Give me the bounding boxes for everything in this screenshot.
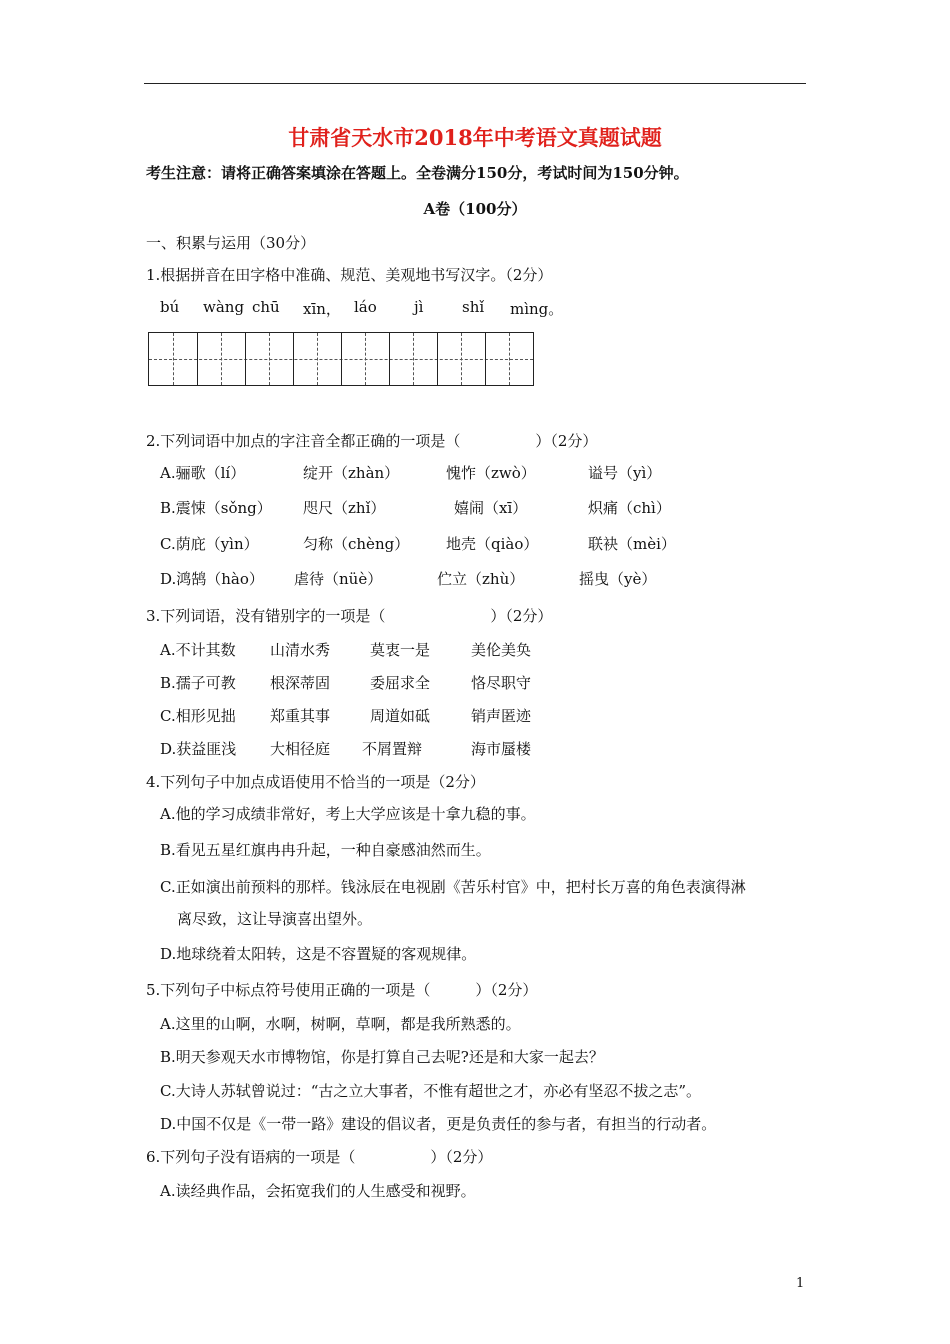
pinyin-item: shǐ [462, 298, 485, 316]
q5-option-b: B.明天参观天水市博物馆，你是打算自己去呢?还是和大家一起去？ [160, 1048, 604, 1066]
q4-option-b: B.看见五星红旗冉冉升起，一种自豪感油然而生。 [160, 841, 491, 859]
pinyin-item: mìng。 [510, 300, 564, 318]
q1-stem: 1.根据拼音在田字格中准确、规范、美观地书写汉字。（2分） [146, 266, 553, 284]
pinyin-item: jì [414, 298, 424, 316]
q5-option-a: A.这里的山啊，水啊，树啊，草啊，都是我所熟悉的。 [160, 1015, 521, 1033]
q2-option-b-2: 咫尺（zhǐ） [303, 499, 386, 517]
q3-option-a-4: 美伦美奂 [471, 641, 532, 659]
q3-option-a-2: 山清水秀 [270, 641, 331, 659]
q6-option-a: A.读经典作品，会拓宽我们的人生感受和视野。 [160, 1182, 476, 1200]
q2-option-d-3: 伫立（zhù） [437, 570, 525, 588]
pinyin-item: wàng [203, 298, 245, 316]
q2-option-c-1: C.荫庇（yìn） [160, 535, 259, 553]
q2-option-b-4: 炽痛（chì） [588, 499, 671, 517]
q3-option-d-3: 不屑置辩 [362, 740, 423, 758]
q2-option-d-1: D.鸿鹄（hào） [160, 570, 264, 588]
q3-option-c-3: 周道如砥 [370, 707, 431, 725]
q5-stem: 5.下列句子中标点符号使用正确的一项是（ ）（2分） [146, 981, 538, 999]
q2-option-a-3: 愧怍（zwò） [446, 464, 536, 482]
q3-option-b-3: 委屈求全 [370, 674, 431, 692]
q4-option-c-line1: C.正如演出前预料的那样。钱泳辰在电视剧《苦乐村官》中，把村长万喜的角色表演得淋 [160, 878, 746, 896]
header-rule [144, 83, 806, 84]
q2-option-a-1: A.骊歌（lí） [160, 464, 246, 482]
pinyin-item: láo [354, 298, 377, 316]
q3-option-d-1: D.获益匪浅 [160, 740, 237, 758]
q2-option-c-3: 地壳（qiào） [446, 535, 539, 553]
q3-option-a-3: 莫衷一是 [370, 641, 431, 659]
q5-option-c: C.大诗人苏轼曾说过：“古之立大事者，不惟有超世之才，亦必有坚忍不拔之志”。 [160, 1082, 702, 1100]
pinyin-item: bú [160, 298, 180, 316]
q2-option-b-1: B.震悚（sǒng） [160, 499, 272, 517]
q3-option-c-4: 销声匿迹 [471, 707, 532, 725]
q2-option-c-4: 联袂（mèi） [588, 535, 676, 553]
q3-option-b-4: 恪尽职守 [471, 674, 532, 692]
q3-option-b-1: B.孺子可教 [160, 674, 236, 692]
q2-option-a-4: 谥号（yì） [588, 464, 662, 482]
q2-stem: 2.下列词语中加点的字注音全都正确的一项是（ ）（2分） [146, 432, 598, 450]
q2-option-c-2: 匀称（chèng） [303, 535, 410, 553]
q2-option-a-2: 绽开（zhàn） [303, 464, 400, 482]
q3-option-d-4: 海市蜃楼 [471, 740, 532, 758]
q6-stem: 6.下列句子没有语病的一项是（ ）（2分） [146, 1148, 493, 1166]
pinyin-item: xīn， [303, 300, 341, 318]
q2-option-d-4: 摇曳（yè） [579, 570, 657, 588]
q3-stem: 3.下列词语，没有错别字的一项是（ ）（2分） [146, 607, 553, 625]
q3-option-c-2: 郑重其事 [270, 707, 331, 725]
volume-heading: A卷（100分） [423, 200, 527, 218]
q2-option-d-2: 虐待（nüè） [294, 570, 383, 588]
q4-stem: 4.下列句子中加点成语使用不恰当的一项是（2分） [146, 773, 485, 791]
page-title: 甘肃省天水市2018年中考语文真题试题 [288, 125, 662, 150]
q3-option-d-2: 大相径庭 [270, 740, 331, 758]
page-number: 1 [796, 1276, 805, 1291]
q2-option-b-3: 嬉闹（xī） [454, 499, 528, 517]
q4-option-a: A.他的学习成绩非常好，考上大学应该是十拿九稳的事。 [160, 805, 536, 823]
writing-grid[interactable] [148, 332, 534, 386]
section-heading: 一、积累与运用（30分） [146, 234, 316, 252]
q3-option-c-1: C.相形见拙 [160, 707, 236, 725]
pinyin-item: chū [252, 298, 280, 316]
exam-notice: 考生注意：请将正确答案填涂在答题上。全卷满分150分，考试时间为150分钟。 [146, 164, 689, 182]
q4-option-c-line2: 离尽致，这让导演喜出望外。 [177, 910, 373, 928]
q4-option-d: D.地球绕着太阳转，这是不容置疑的客观规律。 [160, 945, 477, 963]
q3-option-b-2: 根深蒂固 [270, 674, 331, 692]
q5-option-d: D.中国不仅是《一带一路》建设的倡议者，更是负责任的参与者，有担当的行动者。 [160, 1115, 717, 1133]
q3-option-a-1: A.不计其数 [160, 641, 236, 659]
